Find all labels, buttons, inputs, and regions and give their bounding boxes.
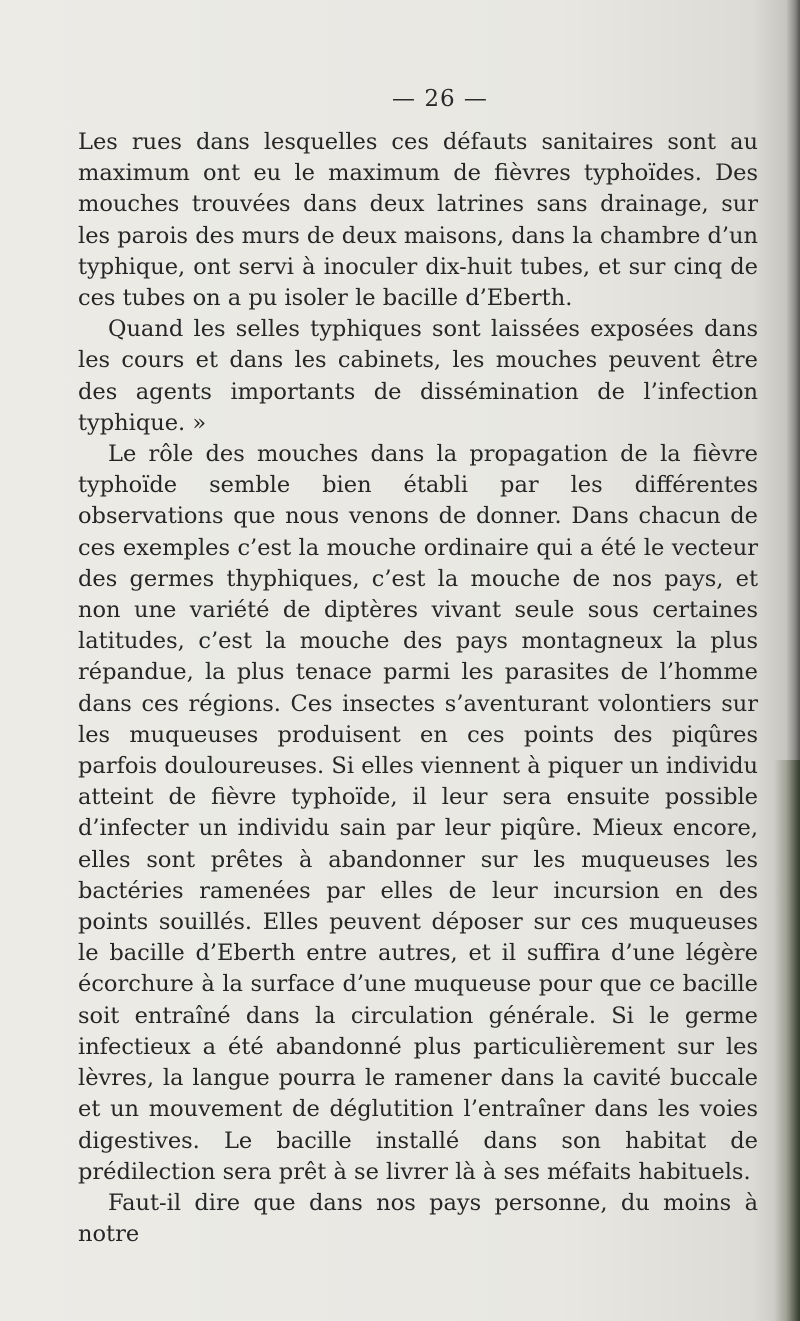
page-number: — 26 — [392, 86, 488, 112]
paragraph-2: Quand les selles typhiques sont laissées exposées dans les cours et dans les cabinets, les mouches peuvent être des agents importants de dissémination de l’infection typhique. » [78, 316, 758, 436]
paragraph-3: Le rôle des mouches dans la propagation de la fièvre typhoïde semble bien établi par les différentes observations que nous venons de donner. Dans chacun de ces exemples c’est la mouche ordinaire qui a été le vecteur des germes thyphiques, c’est la mouche de nos pays, et non une variété de diptères vivant seule sous certaines latitudes, c’est la mouche des pays montagneux la plus répandue, la plus tenace parmi les parasites de l’homme dans ces régions. Ces insectes s’aventurant volontiers sur les muqueuses produisent en ces points des piqûres parfois douloureuses. Si elles viennent à piquer un individu atteint de fièvre typhoïde, il leur sera ensuite possible d’infecter un individu sain par leur piqûre. Mieux encore, elles sont prêtes à abandonner sur les muqueuses les bactéries ramenées par elles de leur incursion en des points souillés. Elles peuvent déposer sur ces muqueuses le bacille d’Eberth entre autres, et il suffira d’une légère écorchure à la surface d’une muqueuse pour que ce bacille soit entraîné dans la circulation générale. Si le germe infectieux a été abandonné plus particulièrement sur les lèvres, la langue pourra le ramener dans la cavité buccale et un mouvement de déglutition l’entraîner dans les voies digestives. Le bacille installé dans son habitat de prédilection sera prêt à se livrer là à ses méfaits habituels. [78, 441, 758, 1185]
page-edge-stain [774, 760, 800, 1321]
paragraph-1: Les rues dans lesquelles ces défauts sanitaires sont au maximum ont eu le maximum de fièvres typhoïdes. Des mouches trouvées dans deux latrines sans drainage, sur les parois des murs de deux maisons, dans la chambre d’un typhique, ont servi à inoculer dix-huit tubes, et sur cinq de ces tubes on a pu isoler le bacille d’Eberth. [78, 129, 758, 312]
body-text [78, 127, 758, 1250]
paragraph-4: Faut-il dire que dans nos pays personne, du moins à notre [78, 1189, 758, 1248]
